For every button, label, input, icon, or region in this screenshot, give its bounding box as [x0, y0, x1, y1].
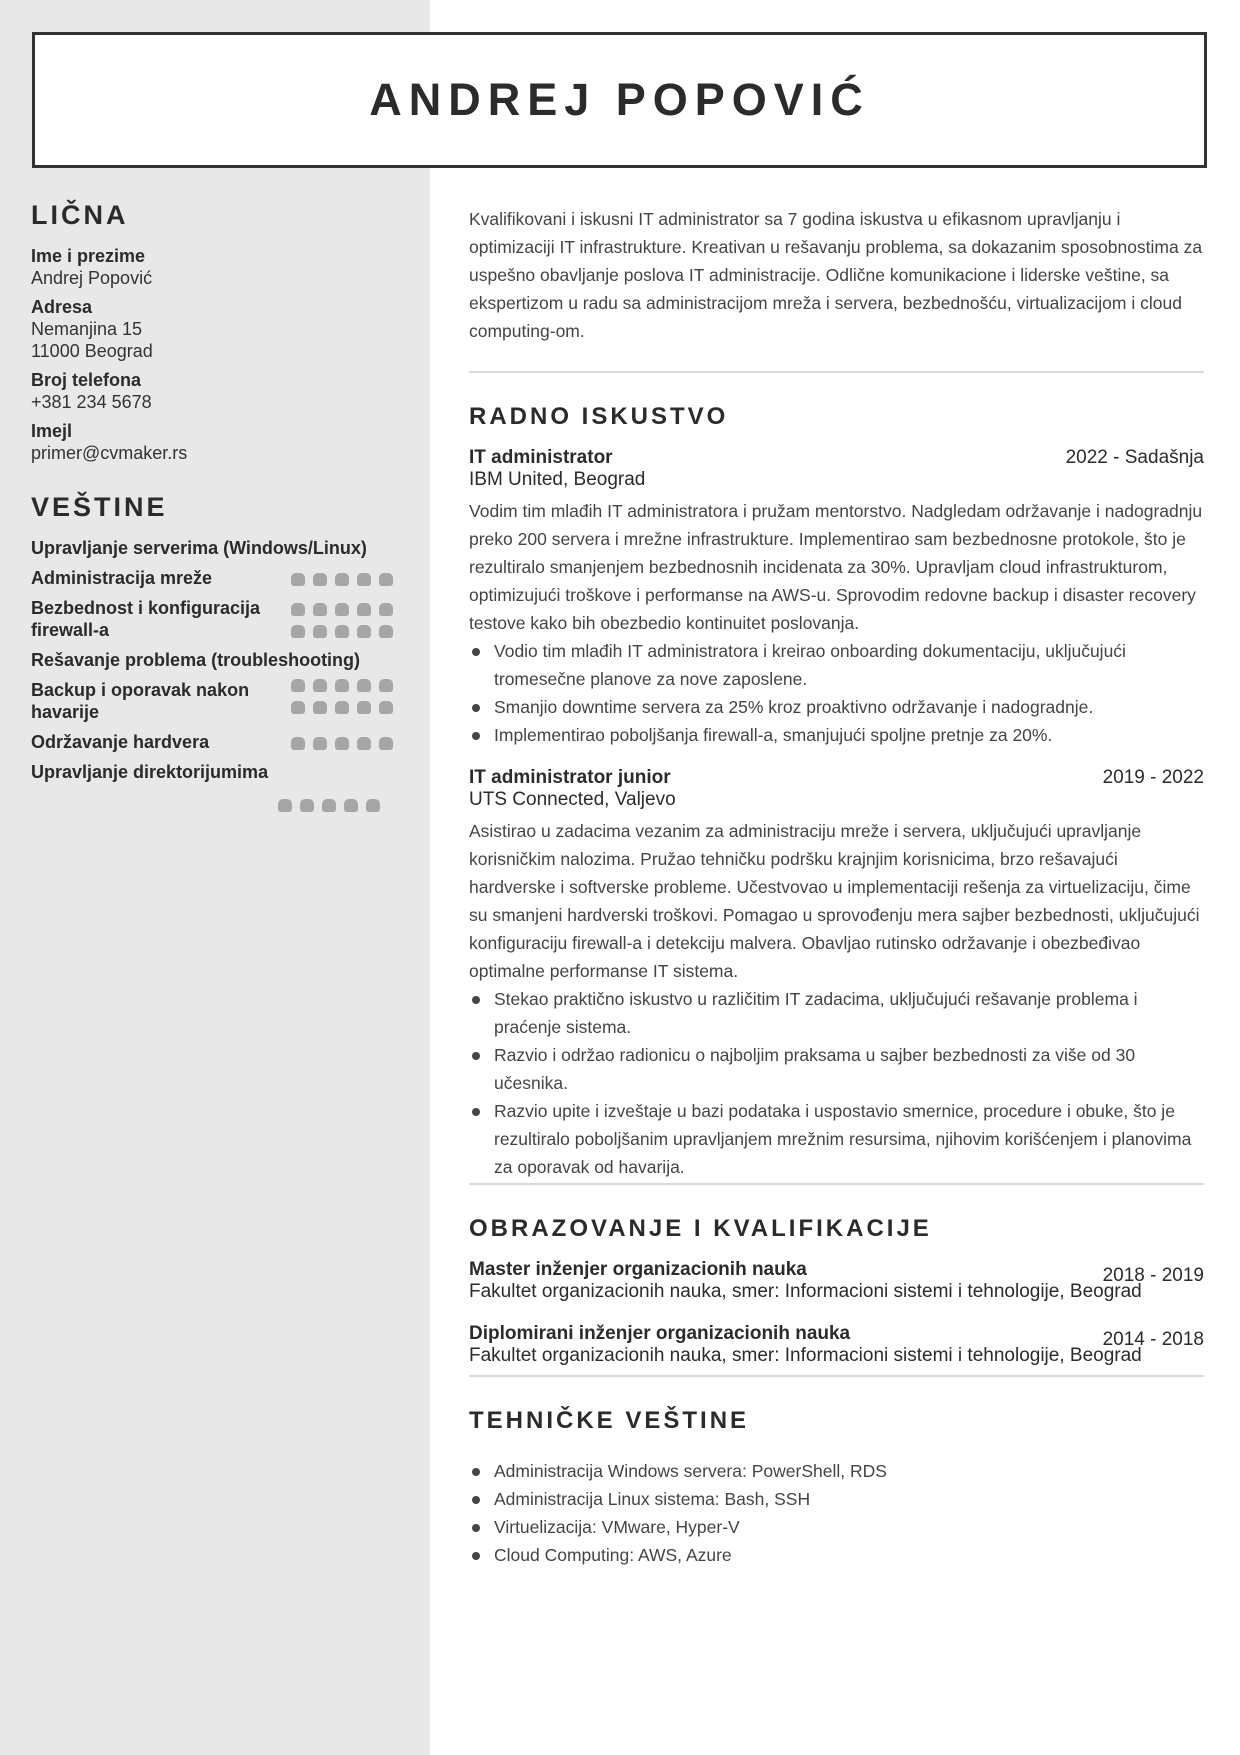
- list-item: Razvio i održao radionicu o najboljim praksama u sajber bezbednosti za više od 30 učesnika.: [469, 1041, 1204, 1097]
- list-item: Razvio upite i izveštaje u bazi podataka i uspostavio smernice, procedure i obuke, što je rezultiralo poboljšanim upravljanjem mrežnim resursima, njihovim korišćenjem i planovima za oporavak od havarija.: [469, 1097, 1204, 1181]
- skill-rating: [291, 731, 393, 750]
- education-school: Fakultet organizacionih nauka, smer: Informacioni sistemi i tehnologije, Beograd: [469, 1345, 1142, 1366]
- skill-rating: [291, 616, 393, 638]
- job-dates: 2022 - Sadašnja: [1065, 447, 1204, 468]
- rating-dot-icon: [357, 737, 371, 750]
- rating-dot-icon: [291, 625, 305, 638]
- rating-dot-icon: [291, 701, 305, 714]
- personal-email: [31, 420, 393, 464]
- education-entry: [469, 1323, 1204, 1367]
- list-item: Smanjio downtime servera za 25% kroz proaktivno održavanje i nadogradnje.: [469, 693, 1204, 721]
- job-company: UTS Connected, Valjevo: [469, 789, 676, 810]
- rating-dot-icon: [291, 679, 305, 692]
- skill-item: [31, 537, 393, 559]
- list-item: Cloud Computing: AWS, Azure: [469, 1541, 1204, 1569]
- rating-dot-icon: [313, 737, 327, 750]
- personal-label: Imejl: [31, 421, 73, 441]
- left-column: [31, 200, 393, 820]
- skill-rating: [291, 597, 393, 616]
- technical-skills-list: [469, 1457, 1204, 1569]
- rating-dot-icon: [379, 573, 393, 586]
- skill-item: [31, 567, 393, 589]
- personal-value: Nemanjina 15: [31, 319, 143, 339]
- rating-dot-icon: [291, 603, 305, 616]
- rating-dot-icon: [379, 701, 393, 714]
- personal-phone: [31, 369, 393, 413]
- right-column: [469, 205, 1204, 1569]
- skills-section-title: VEŠTINE: [31, 492, 168, 522]
- rating-dot-icon: [335, 679, 349, 692]
- education-dates: 2018 - 2019: [1102, 1265, 1204, 1286]
- list-item: Stekao praktično iskustvo u različitim IT zadacima, uključujući rešavanje problema i praćenje sistema.: [469, 985, 1204, 1041]
- rating-dot-icon: [291, 573, 305, 586]
- skill-name: Backup i oporavak nakon havarije: [31, 680, 250, 722]
- skill-item: [31, 597, 393, 641]
- rating-dot-icon: [335, 603, 349, 616]
- skill-name: Upravljanje direktorijumima: [31, 762, 269, 782]
- personal-value: +381 234 5678: [31, 392, 152, 412]
- rating-dot-icon: [300, 799, 314, 812]
- education-dates: 2014 - 2018: [1102, 1329, 1204, 1350]
- list-item: Implementirao poboljšanja firewall-a, smanjujući spoljne pretnje za 20%.: [469, 721, 1204, 749]
- skill-name: Rešavanje problema (troubleshooting): [31, 650, 361, 670]
- personal-section-title: LIČNA: [31, 200, 129, 230]
- skill-rating-group: [291, 679, 393, 714]
- rating-dot-icon: [357, 625, 371, 638]
- rating-dot-icon: [357, 573, 371, 586]
- skill-item: [31, 761, 393, 812]
- skill-name: Administracija mreže: [31, 568, 213, 588]
- degree-title: Diplomirani inženjer organizacionih nauka: [469, 1323, 851, 1344]
- skill-rating: [278, 783, 393, 812]
- rating-dot-icon: [291, 737, 305, 750]
- job-description: Asistirao u zadacima vezanim za administraciju mreže i servera, uključujući upravljanje korisničkim nalozima. Pružao tehničku podršku krajnjim korisnicima, brzo rešavajući hardverske i softverske probleme. Učestvovao u implementaciji rešenja za virtuelizaciju, čime su smanjeni hardverski troškovi. Pomagao u sprovođenju mera sajber bezbednosti, uključujući konfiguraciju firewall-a i detekciju malvera. Obavljao rutinsko održavanje i obezbeđivao optimalne performanse IT sistema.: [469, 821, 1200, 981]
- section-divider: [469, 1375, 1204, 1377]
- list-item: Administracija Windows servera: PowerShell, RDS: [469, 1457, 1204, 1485]
- job-header: [469, 447, 1204, 469]
- rating-dot-icon: [366, 799, 380, 812]
- skill-item: [31, 649, 393, 671]
- rating-dot-icon: [313, 573, 327, 586]
- degree-title: Master inženjer organizacionih nauka: [469, 1259, 807, 1280]
- skill-name: Održavanje hardvera: [31, 732, 210, 752]
- list-item: Administracija Linux sistema: Bash, SSH: [469, 1485, 1204, 1513]
- rating-dot-icon: [379, 737, 393, 750]
- education-school: Fakultet organizacionih nauka, smer: Informacioni sistemi i tehnologije, Beograd: [469, 1281, 1142, 1302]
- skill-rating: [291, 567, 393, 586]
- rating-dot-icon: [313, 625, 327, 638]
- name-header: [32, 32, 1207, 168]
- personal-label: Ime i prezime: [31, 246, 146, 266]
- personal-email-value: primer@cvmaker.rs: [31, 443, 188, 463]
- technical-skills-section-title: TEHNIČKE VEŠTINE: [469, 1407, 750, 1434]
- job-title: IT administrator junior: [469, 767, 671, 788]
- section-divider: [469, 371, 1204, 373]
- education-section-title: OBRAZOVANJE I KVALIFIKACIJE: [469, 1215, 932, 1242]
- skill-name: Upravljanje serverima (Windows/Linux): [31, 538, 367, 558]
- rating-dot-icon: [335, 701, 349, 714]
- skill-item: [31, 679, 393, 723]
- personal-address: [31, 296, 393, 362]
- list-item: Vodio tim mlađih IT administratora i kreirao onboarding dokumentaciju, uključujući tromesečne planove za nove zaposlene.: [469, 637, 1204, 693]
- education-entry: [469, 1259, 1204, 1303]
- skill-rating-group: [291, 597, 393, 638]
- rating-dot-icon: [379, 679, 393, 692]
- job-header: [469, 767, 1204, 789]
- personal-value: 11000 Beograd: [31, 341, 153, 361]
- job-title: IT administrator: [469, 447, 613, 468]
- rating-dot-icon: [335, 625, 349, 638]
- experience-section-title: RADNO ISKUSTVO: [469, 403, 729, 430]
- rating-dot-icon: [357, 603, 371, 616]
- rating-dot-icon: [322, 799, 336, 812]
- rating-dot-icon: [335, 573, 349, 586]
- job-description: Vodim tim mlađih IT administratora i pružam mentorstvo. Nadgledam održavanje i nadogradnju preko 200 servera i mrežne infrastrukture. Implementirao sam bezbednosne protokole, što je rezultiralo smanjenjem bezbednosnih incidenata za 30%. Upravljam cloud infrastrukturom, optimizujući troškove i performanse na AWS-u. Sprovodim redovne backup i disaster recovery testove kako bih obezbedio kontinuitet poslovanja.: [469, 501, 1203, 633]
- profile-summary: Kvalifikovani i iskusni IT administrator sa 7 godina iskustva u efikasnom upravljanju i optimizaciji IT infrastrukture. Kreativan u rešavanju problema, sa dokazanim sposobnostima za uspešno obavljanje poslova IT administracije. Odlične komunikacione i liderske veštine, sa ekspertizom u radu sa administracijom mreža i servera, bezbednošću, virtualizacijom i cloud computing-om.: [469, 209, 1203, 341]
- job-achievements: [469, 985, 1204, 1181]
- personal-label: Adresa: [31, 297, 93, 317]
- rating-dot-icon: [313, 701, 327, 714]
- list-item: Virtuelizacija: VMware, Hyper-V: [469, 1513, 1204, 1541]
- job-entry: [469, 767, 1204, 1181]
- personal-label: Broj telefona: [31, 370, 142, 390]
- education-header: [469, 1323, 1204, 1350]
- rating-dot-icon: [278, 799, 292, 812]
- personal-name: [31, 245, 393, 289]
- rating-dot-icon: [379, 603, 393, 616]
- skill-rating: [291, 692, 393, 714]
- rating-dot-icon: [357, 679, 371, 692]
- rating-dot-icon: [379, 625, 393, 638]
- skill-item: [31, 731, 393, 753]
- rating-dot-icon: [313, 679, 327, 692]
- section-divider: [469, 1183, 1204, 1185]
- education-header: [469, 1259, 1204, 1286]
- skill-rating: [291, 679, 393, 692]
- rating-dot-icon: [313, 603, 327, 616]
- job-company: IBM United, Beograd: [469, 469, 646, 490]
- rating-dot-icon: [344, 799, 358, 812]
- job-achievements: [469, 637, 1204, 749]
- candidate-name: ANDREJ POPOVIĆ: [369, 74, 870, 125]
- rating-dot-icon: [357, 701, 371, 714]
- skill-name: Bezbednost i konfiguracija firewall-a: [31, 598, 261, 640]
- personal-value: Andrej Popović: [31, 268, 153, 288]
- job-dates: 2019 - 2022: [1102, 767, 1204, 788]
- rating-dot-icon: [335, 737, 349, 750]
- job-entry: [469, 447, 1204, 749]
